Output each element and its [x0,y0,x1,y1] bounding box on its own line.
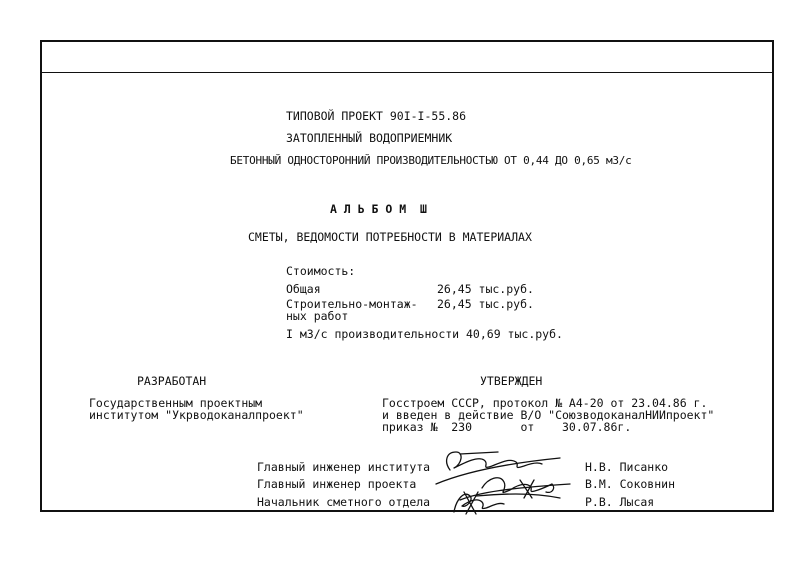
approved-line-2: и введен в действие В/О "СоюзводоканалНИИпроект" [382,408,715,422]
approved-line-1: Госстроем СССР, протокол № А4-20 от 23.04.86 г. [382,396,708,410]
cost-construction-label-2: ных работ [286,309,349,323]
handwritten-signatures [420,440,590,518]
object-title: ЗАТОПЛЕННЫЙ ВОДОПРИЕМНИК [286,131,453,145]
cost-construction-value: 26,45 тыс.руб. [437,297,534,311]
signatory-role-3: Начальник сметного отдела [257,495,431,509]
cost-total-value: 26,45 тыс.руб. [437,282,534,296]
album-title: СМЕТЫ, ВЕДОМОСТИ ПОТРЕБНОСТИ В МАТЕРИАЛАХ [248,230,532,244]
project-number: ТИПОВОЙ ПРОЕКТ 90I-I-55.86 [286,109,467,123]
signatory-role-1: Главный инженер института [257,460,431,474]
signatory-name-1: Н.В. Писанко [585,460,669,474]
cost-per-unit: I м3/с производительности 40,69 тыс.руб. [286,327,563,341]
approved-line-3: приказ № 230 от 30.07.86г. [382,420,632,434]
signature-3 [454,494,504,512]
signatory-name-3: Р.В. Лысая [585,495,655,509]
signatory-role-2: Главный инженер проекта [257,477,417,491]
cost-construction-label-1: Строительно-монтаж- [286,297,418,311]
cost-total-label: Общая [286,282,321,296]
signatory-name-2: В.М. Соковнин [585,477,676,491]
album-number: А Л Ь Б О М Ш [330,202,427,216]
developed-heading: РАЗРАБОТАН [137,374,207,388]
developed-line-2: институтом "Укрводоканалпроект" [89,408,304,422]
header-rule [40,72,774,73]
approved-heading: УТВЕРЖДЕН [480,374,543,388]
developed-line-1: Государственным проектным [89,396,263,410]
object-description: БЕТОННЫЙ ОДНОСТОРОННИЙ ПРОИЗВОДИТЕЛЬНОСТЬЮ ОТ 0,44 ДО 0,65 м3/с [230,154,632,167]
signature-2 [482,478,554,493]
cost-heading: Стоимость: [286,264,356,278]
